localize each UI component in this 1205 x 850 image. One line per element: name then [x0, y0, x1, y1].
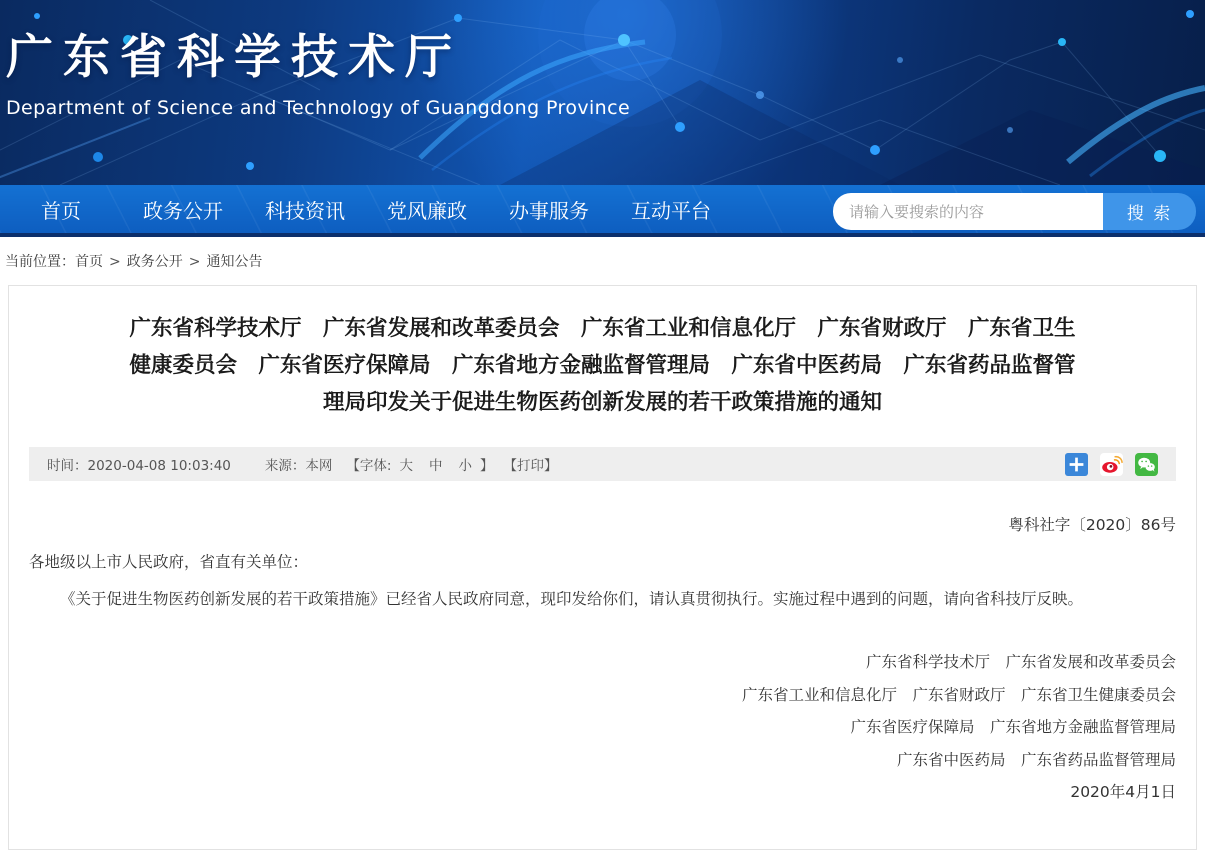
nav-item-interaction[interactable]: 互动平台 — [631, 198, 711, 223]
print-button[interactable]: 【打印】 — [503, 458, 558, 474]
article-title-line: 理局印发关于促进生物医药创新发展的若干政策措施的通知 — [322, 390, 882, 415]
article-title-line: 健康委员会 广东省医疗保障局 广东省地方金融监督管理局 广东省中医药局 广东省药品监督管 — [129, 353, 1076, 378]
wechat-icon[interactable] — [1135, 453, 1158, 476]
breadcrumb-notices[interactable]: 通知公告 — [206, 254, 263, 270]
source-value: 本网 — [305, 458, 333, 474]
signature-line: 广东省科学技术厅 广东省发展和改革委员会 — [865, 653, 1176, 671]
font-size-small[interactable]: 小 — [458, 458, 472, 474]
article-title-line: 广东省科学技术厅 广东省发展和改革委员会 广东省工业和信息化厅 广东省财政厅 广东省卫生 — [129, 316, 1076, 341]
breadcrumb-home[interactable]: 首页 — [75, 254, 103, 270]
breadcrumb-separator: > — [109, 254, 121, 270]
weibo-icon[interactable] — [1100, 453, 1123, 476]
nav-item-party-conduct[interactable]: 党风廉政 — [387, 198, 467, 223]
search-input[interactable] — [833, 193, 1103, 230]
site-title: 广东省科学技术厅 — [6, 30, 462, 85]
site-subtitle: Department of Science and Technology of Guangdong Province — [6, 97, 631, 119]
source-label: 来源： — [264, 458, 306, 474]
nav-item-scitech-news[interactable]: 科技资讯 — [265, 198, 345, 223]
breadcrumb-gov-info[interactable]: 政务公开 — [126, 254, 183, 270]
source — [265, 454, 333, 474]
font-size-medium[interactable]: 中 — [428, 458, 443, 474]
nav-item-home[interactable]: 首页 — [41, 198, 81, 223]
signature-line: 广东省中医药局 广东省药品监督管理局 — [896, 750, 1176, 769]
article-container — [8, 285, 1197, 850]
publish-time-label: 时间： — [47, 458, 88, 474]
article-title — [29, 310, 1176, 421]
search-button[interactable]: 搜 索 — [1103, 193, 1196, 230]
nav-item-services[interactable]: 办事服务 — [509, 198, 589, 223]
font-size-chooser — [346, 454, 493, 474]
share-buttons — [1065, 453, 1158, 476]
font-size-label: 【字体: — [346, 458, 392, 474]
search-bar — [833, 193, 1196, 230]
publish-time-value: 2020-04-08 10:03:40 — [87, 458, 231, 474]
breadcrumb-separator: > — [188, 254, 201, 270]
site-header-banner — [0, 0, 1205, 185]
publish-time — [47, 454, 231, 474]
signature-line: 广东省医疗保障局 广东省地方金融监督管理局 — [850, 718, 1176, 736]
signature-line: 广东省工业和信息化厅 广东省财政厅 广东省卫生健康委员会 — [741, 685, 1176, 704]
salutation: 各地级以上市人民政府，省直有关单位： — [29, 553, 309, 571]
font-size-large[interactable]: 大 — [399, 458, 413, 474]
body-paragraph: 《关于促进生物医药创新发展的若干政策措施》已经省人民政府同意，现印发给你们，请认真贯彻执行。实施过程中遇到的问题，请向省科技厅反映。 — [60, 590, 1084, 608]
breadcrumb-label: 当前位置： — [5, 254, 75, 270]
breadcrumb — [0, 237, 1205, 283]
signature-date: 2020年4月1日 — [1070, 783, 1176, 801]
main-nav — [0, 185, 1205, 237]
share-plus-icon[interactable] — [1065, 453, 1088, 476]
font-size-label-end: 】 — [479, 458, 494, 474]
signature-block — [29, 646, 1176, 809]
article-meta-bar — [29, 447, 1176, 481]
nav-item-gov-info[interactable]: 政务公开 — [143, 198, 223, 223]
document-number: 粤科社字〔2020〕86号 — [1008, 516, 1176, 534]
